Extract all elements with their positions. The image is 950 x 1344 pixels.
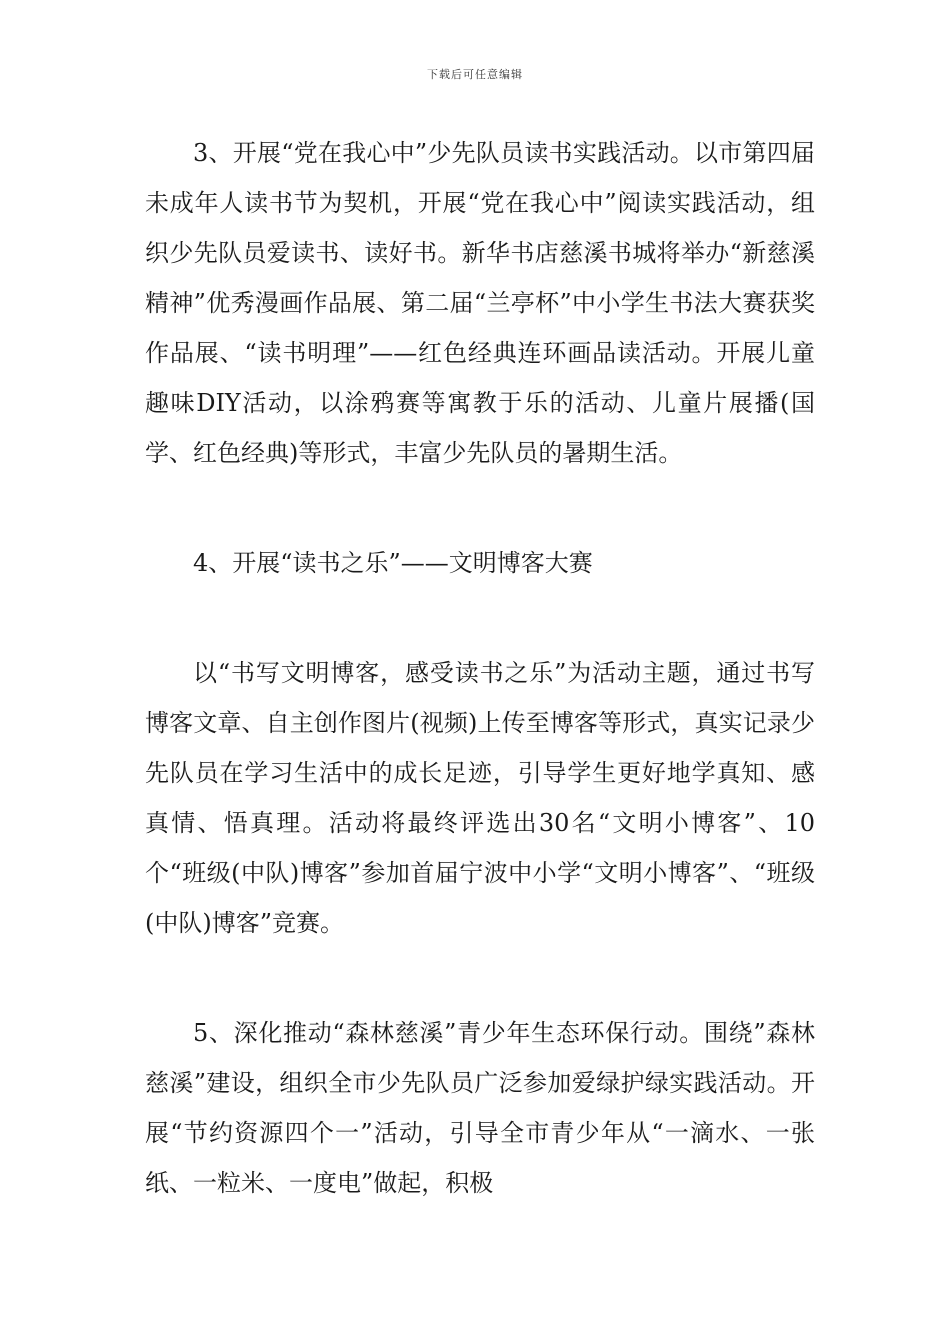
paragraph-gap: [145, 948, 815, 1008]
document-body: [145, 128, 815, 1208]
paragraph-activity-3: 3、开展“党在我心中”少先队员读书实践活动。以市第四届未成年人读书节为契机，开展“党在我心中”阅读实践活动，组织少先队员爱读书、读好书。新华书店慈溪书城将举办“新慈溪精神”优秀漫画作品展、第二届“兰亭杯”中小学生书法大赛获奖作品展、“读书明理”——红色经典连环画品读活动。开展儿童趣味DIY活动，以涂鸦赛等寓教于乐的活动、儿童片展播(国学、红色经典)等形式，丰富少先队员的暑期生活。: [145, 139, 815, 467]
paragraph-gap: [145, 478, 815, 538]
paragraph-activity-4-body: 以“书写文明博客，感受读书之乐”为活动主题，通过书写博客文章、自主创作图片(视频)上传至博客等形式，真实记录少先队员在学习生活中的成长足迹，引导学生更好地学真知、感真情、悟真理。活动将最终评选出30名“文明小博客”、10个“班级(中队)博客”参加首届宁波中小学“文明小博客”、“班级(中队)博客”竞赛。: [145, 659, 815, 937]
page-header: 下载后可任意编辑: [427, 68, 523, 81]
paragraph-activity-5: 5、深化推动“森林慈溪”青少年生态环保行动。围绕”森林慈溪”建设，组织全市少先队员广泛参加爱绿护绿实践活动。开展“节约资源四个一”活动，引导全市青少年从“一滴水、一张纸、一粒米、一度电”做起，积极: [145, 1019, 815, 1197]
heading-activity-4: 4、开展“读书之乐”——文明博客大赛: [193, 549, 593, 577]
paragraph-gap: [145, 588, 815, 648]
